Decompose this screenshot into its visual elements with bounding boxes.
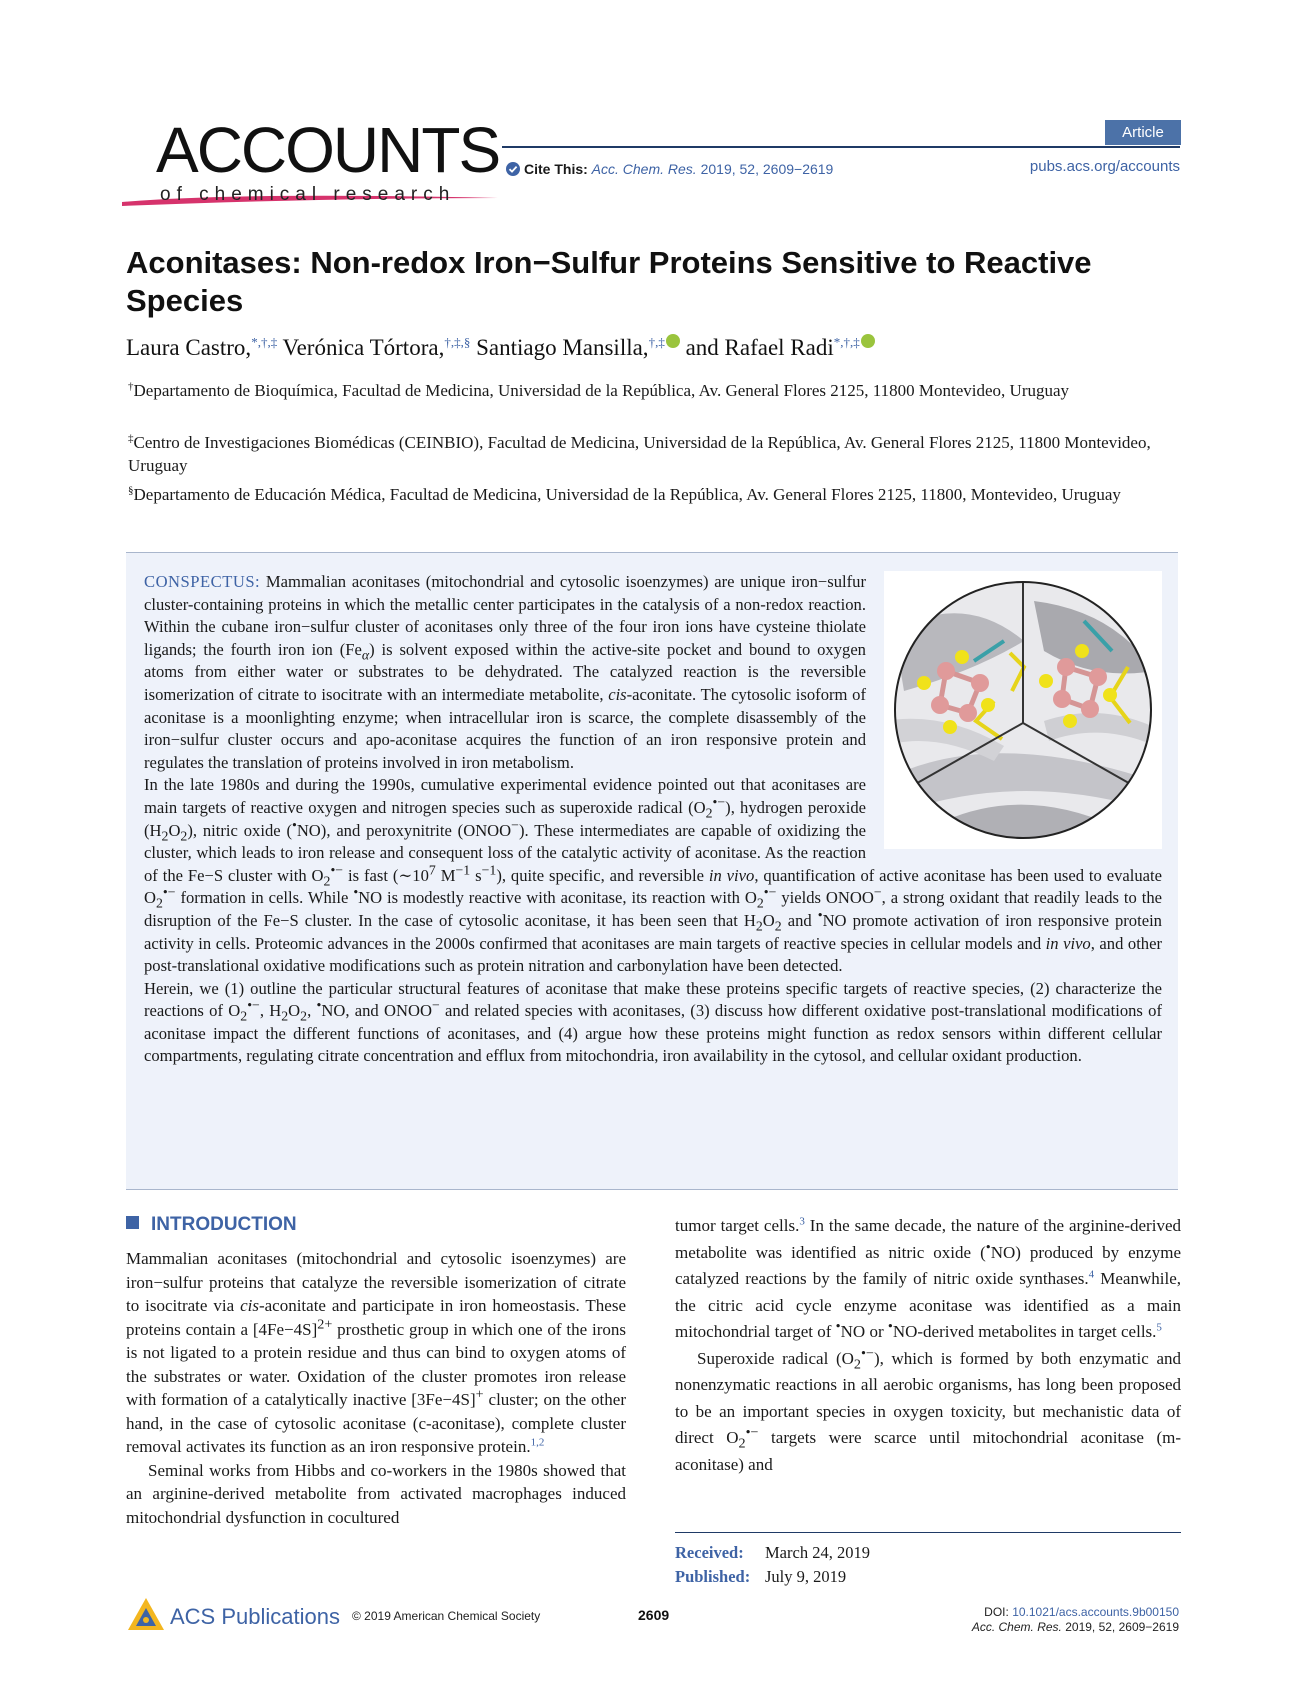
- conspectus-paragraph-2: In the late 1980s and during the 1990s, cumulative experimental evidence pointed out that aconitases are main targets of reactive oxygen and nitrogen species such as superoxide radical $(O_2^{•-})$, hydrogen peroxide $(H_2O_2)$, nitric oxide (•NO), and peroxynitrite (ONOO−). These intermediates are capable of oxidizing the cluster, which leads to iron release and consequent loss of the catalytic activity of aconitase. As the reaction of the Fe−S cluster with $O_2^{•-}$ is fast ($\sim 10^7$ $M^{-1}$ $s^{-1}$), quite specific, and reversible in vivo, quantification of active aconitase has been used to evaluate $O_2^{•-}$ formation in cells. While •NO is modestly reactive with aconitase, its reaction with $O_2^{•-}$ yields ONOO−, a strong oxidant that readily leads to the disruption of the Fe−S cluster. In the case of cytosolic aconitase, it has been seen that $H_2O_2$ and •NO promote activation of iron responsive protein activity in cells. Proteomic advances in the 2000s confirmed that aconitases are main targets of reactive species in cellular models and in vivo, and other post-translational oxidative modifications such as protein nitration and carbonylation have been detected.: [144, 775, 1163, 976]
- text-run: targets were scarce until mitochondrial aconitase (m-aconitase) and: [675, 1428, 1181, 1474]
- text-run: ,: [307, 1001, 317, 1021]
- text-run: NO-derived metabolites in target cells.: [892, 1322, 1157, 1341]
- text-run: −: [511, 817, 519, 832]
- text-run: 2: [281, 1008, 289, 1024]
- affiliation-text: Centro de Investigaciones Biomédicas (CEINBIO), Facultad de Medicina, Universidad de la República, Av. General Flores 2125, 11800 Montevideo, Uruguay: [128, 433, 1151, 475]
- text-run: ), nitric oxide (: [187, 820, 292, 840]
- journal-logo: [120, 114, 500, 210]
- doi-label: DOI:: [984, 1605, 1009, 1619]
- text-run: NO, and ONOO: [321, 1001, 432, 1021]
- copyright-notice: © 2019 American Chemical Society: [352, 1609, 541, 1623]
- affiliation-mark: †: [128, 380, 134, 393]
- text-run: cluster; on the other hand, in the case of cytosolic aconitase (c-aconitase), complete cluster removal activates its function as an iron responsive protein.: [126, 1390, 626, 1456]
- affiliation-mark: §: [128, 484, 134, 497]
- section-square-icon: [126, 1216, 139, 1229]
- published-label: Published:: [675, 1567, 751, 1586]
- journal-subtitle: of chemical research: [160, 184, 456, 205]
- text-run: Mammalian aconitases (mitochondrial and cytosolic isoenzymes) are iron−sulfur proteins that catalyze the reversible isomerization of citrate to isocitrate via: [126, 1249, 626, 1315]
- received-date: March 24, 2019: [765, 1543, 870, 1562]
- text-run: •−: [763, 884, 777, 900]
- cite-this-line[interactable]: [506, 161, 833, 177]
- affiliation-text: Departamento de Educación Médica, Facultad de Medicina, Universidad de la República, Av. General Flores 2125, 11800, Montevideo, Uruguay: [133, 485, 1121, 504]
- cite-journal[interactable]: Acc. Chem. Res.: [591, 161, 697, 177]
- intro-paragraph-1: [126, 1247, 626, 1459]
- text-run: cis: [240, 1296, 259, 1315]
- text-run: NO is modestly reactive with aconitase, its reaction with O: [358, 888, 757, 908]
- text-run: 2: [738, 1435, 746, 1452]
- conspectus-text: [144, 571, 1162, 1068]
- text-run: •−: [712, 794, 726, 810]
- text-run: and related species with aconitases, (3) discuss how different oxidative post-translational modifications of aconitase impact the different functions of aconitases, and (4) argue how these proteins might function as redox sensors within different cellular compartments, regulating citrate concentration and efflux from mitochondria, iron availability in the cytosol, and cellular oxidant production.: [144, 1001, 1162, 1066]
- publisher-name[interactable]: ACS Publications: [170, 1604, 340, 1629]
- text-run: −: [873, 884, 882, 900]
- intro-paragraph-3: [675, 1346, 1181, 1479]
- text-run: •: [316, 997, 322, 1013]
- citation-journal: Acc. Chem. Res.: [971, 1620, 1062, 1634]
- intro-paragraph-2-continued: [675, 1213, 1181, 1346]
- text-run: +: [475, 1386, 484, 1403]
- text-run: Superoxide radical (O: [697, 1348, 854, 1368]
- journal-url-link[interactable]: pubs.acs.org/accounts: [1029, 158, 1180, 175]
- text-run: in vivo: [1045, 933, 1091, 953]
- text-run: 2: [240, 1008, 248, 1024]
- text-run: NO promote activation of iron responsive protein activity in cells. Proteomic advances in the 2000s confirmed that aconitases are main targets of reactive species in cellular models and: [144, 910, 1162, 953]
- text-run: 2: [755, 918, 763, 934]
- text-run: ) is solvent exposed within the active-site pocket and bound to oxygen atoms from either water or substrates to be dehydrated. The catalyzed reaction is the reversible isomerization of citrate to isocitrate with an intermediate metabolite,: [144, 639, 866, 704]
- text-run: In the same decade, the nature of the arginine-derived metabolite was identified as nitric oxide (: [675, 1216, 1181, 1262]
- text-run: Herein, we (1) outline the particular structural features of aconitase that make these proteins specific targets of reactive species, (2) characterize the reactions of O: [144, 978, 1162, 1021]
- intro-paragraph-2: Seminal works from Hibbs and co-workers in the 1980s showed that an arginine-derived metabolite from activated macrophages induced mitochondrial dysfunction in cocultured: [126, 1460, 626, 1527]
- article-dates: [675, 1532, 1181, 1589]
- text-run: yields ONOO: [776, 888, 874, 908]
- body-right-column: [675, 1213, 1181, 1478]
- text-run: cis: [608, 684, 627, 704]
- cite-details[interactable]: 2019, 52, 2609−2619: [700, 161, 834, 177]
- text-run: , a strong oxidant that readily leads to the disruption of the Fe−S cluster. In the case of cytosolic aconitase, it has been seen that H: [144, 888, 1163, 930]
- text-run: −: [431, 997, 440, 1013]
- text-run: NO) produced by enzyme catalyzed reactions by the family of nitric oxide synthases.: [675, 1242, 1181, 1288]
- text-run: tumor target cells.: [675, 1216, 800, 1235]
- text-run: , H: [259, 1001, 282, 1021]
- text-run: ), which is formed by both enzymatic and nonenzymatic reactions in all aerobic organisms, has long been proposed to be an important species in oxygen toxicity, but mechanistic data of direct O: [675, 1348, 1181, 1447]
- text-run: −1: [481, 862, 497, 878]
- text-run: -aconitate and participate in iron homeostasis. These proteins contain a [4Fe−4S]: [126, 1296, 626, 1339]
- doi-link[interactable]: 10.1021/acs.accounts.9b00150: [1012, 1605, 1179, 1619]
- author-list: [126, 334, 875, 361]
- text-run: 2: [180, 827, 188, 843]
- text-run: Mammalian aconitases (mitochondrial and cytosolic isoenzymes) are unique iron−sulfur cluster-containing proteins in which the metallic center participates in the catalysis of a non-redox reaction. Within the cubane iron−sulfur cluster of aconitases only three of the four iron ions have cysteine thiolate ligands; the fourth iron ion (Fe: [144, 572, 866, 659]
- text-run: 2: [756, 895, 764, 911]
- affiliation: [128, 431, 1180, 477]
- text-run: •−: [247, 997, 260, 1013]
- citation-details: 2019, 52, 2609−2619: [1065, 1620, 1179, 1634]
- received-label: Received:: [675, 1543, 744, 1562]
- text-run: 2: [853, 1355, 861, 1372]
- check-badge-icon: [506, 162, 520, 176]
- published-date-row: [675, 1565, 1181, 1589]
- section-heading-introduction: [126, 1213, 626, 1237]
- conspectus-label: CONSPECTUS:: [144, 572, 261, 591]
- reference-link[interactable]: 1,2: [530, 1436, 545, 1449]
- author-marks[interactable]: *,†,‡: [251, 334, 278, 350]
- text-run: , and other post-translational oxidative modifications such as protein nitration and carbonylation have been detected.: [144, 933, 1162, 976]
- text-run: −1: [455, 862, 471, 878]
- orcid-icon[interactable]: [666, 334, 680, 348]
- article-title: Aconitases: Non-redox Iron−Sulfur Proteins Sensitive to Reactive Species: [126, 245, 1092, 318]
- article-type-badge: Article: [1105, 120, 1181, 145]
- header-rule: [502, 146, 1180, 148]
- text-run: •−: [330, 862, 344, 878]
- conspectus-box: [126, 552, 1178, 1190]
- text-run: •−: [745, 1424, 759, 1441]
- text-run: in vivo: [708, 865, 755, 885]
- text-run: •: [985, 1238, 991, 1255]
- doi-citation: [972, 1605, 1179, 1635]
- heading-text: INTRODUCTION: [151, 1214, 297, 1235]
- text-run: 2: [161, 827, 169, 843]
- text-run: formation in cells. While: [175, 888, 354, 908]
- affiliation: [128, 483, 1180, 506]
- author-name[interactable]: and Rafael Radi: [685, 335, 834, 360]
- text-run: •: [817, 907, 823, 923]
- affiliation-text: Departamento de Bioquímica, Facultad de Medicina, Universidad de la República, Av. General Flores 2125, 11800 Montevideo, Uruguay: [133, 381, 1070, 400]
- author-marks[interactable]: †,‡,§: [444, 334, 471, 350]
- published-date: July 9, 2019: [765, 1567, 847, 1586]
- text-run: ), hydrogen peroxide (H: [144, 797, 866, 840]
- text-run: M: [435, 865, 456, 885]
- toc-graphic-iron-sulfur-cluster[interactable]: [884, 571, 1162, 849]
- conspectus-paragraph-3: Herein, we (1) outline the particular structural features of aconitase that make these proteins specific targets of reactive species, (2) characterize the reactions of $O_2^{•-}$, $H_2O_2$, •NO, and ONOO− and related species with aconitases, (3) discuss how different oxidative post-translational modifications of aconitase impact the different functions of aconitases, and (4) argue how these proteins might function as redox sensors within different cellular compartments, regulating citrate concentration and efflux from mitochondria, iron availability in the cytosol, and cellular oxidant production.: [144, 978, 1162, 1066]
- text-run: 7: [428, 862, 436, 878]
- text-run: and: [781, 910, 818, 930]
- affiliation: [128, 379, 1180, 402]
- cite-label: Cite This:: [524, 161, 588, 177]
- author-name[interactable]: Santiago Mansilla,: [476, 335, 649, 360]
- received-date-row: [675, 1541, 1181, 1565]
- text-run: 2: [155, 895, 163, 911]
- text-run: is fast (∼10: [343, 865, 429, 885]
- author-marks[interactable]: *,†,‡: [833, 334, 860, 350]
- page-number: 2609: [638, 1607, 670, 1623]
- text-run: , quantification of active aconitase has been used to evaluate O: [144, 865, 1163, 908]
- text-run: prosthetic group in which one of the irons is not ligated to a protein residue and thus can bind to oxygen atoms of the substrates or water. Oxidation of the cluster promotes iron release with formation of a catalytically inactive [3Fe−4S]: [126, 1319, 626, 1409]
- text-run: •: [353, 884, 359, 900]
- text-run: •: [887, 1318, 893, 1335]
- text-run: -aconitate. The cytosolic isoform of aconitase is a moonlighting enzyme; when intracellular iron is scarce, the complete disassembly of the iron−sulfur cluster occurs and apo-aconitase acquires the function of an iron responsive protein and regulates the translation of proteins involved in iron metabolism.: [144, 684, 866, 772]
- text-run: •: [291, 817, 297, 832]
- text-run: NO), and peroxynitrite (ONOO: [296, 820, 512, 840]
- text-run: ). These intermediates are capable of oxidizing the cluster, which leads to iron release and consequent loss of the catalytic activity of aconitase. As the reaction of the Fe−S cluster with O: [144, 820, 866, 885]
- orcid-icon[interactable]: [861, 334, 875, 348]
- text-run: •: [835, 1318, 841, 1335]
- affiliation-mark: ‡: [128, 432, 134, 445]
- text-run: 2+: [317, 1315, 333, 1332]
- reference-link[interactable]: 5: [1156, 1321, 1162, 1334]
- author-name[interactable]: Verónica Tórtora,: [282, 335, 445, 360]
- text-run: Meanwhile, the citric acid cycle enzyme aconitase was identified as a main mitochondrial target of: [675, 1269, 1181, 1341]
- text-run: α: [361, 647, 370, 663]
- text-run: s: [470, 865, 482, 885]
- reference-link[interactable]: 4: [1088, 1268, 1095, 1281]
- text-run: 2: [300, 1008, 308, 1024]
- author-marks[interactable]: †,‡: [648, 334, 665, 350]
- body-left-column: [126, 1213, 626, 1529]
- text-run: 2: [774, 918, 782, 934]
- author-name[interactable]: Laura Castro,: [126, 335, 252, 360]
- text-run: •−: [861, 1344, 874, 1361]
- text-run: In the late 1980s and during the 1990s, cumulative experimental evidence pointed out that aconitases are main targets of reactive oxygen and nitrogen species such as superoxide radical (O: [144, 775, 866, 817]
- journal-name: ACCOUNTS: [156, 114, 500, 186]
- text-run: NO or: [840, 1322, 888, 1341]
- text-run: 2: [323, 873, 331, 889]
- text-run: ), quite specific, and reversible: [496, 865, 709, 885]
- text-run: •−: [162, 884, 176, 900]
- reference-link[interactable]: 3: [799, 1215, 805, 1228]
- text-run: 2: [705, 805, 713, 821]
- acs-logo-icon[interactable]: [126, 1596, 166, 1636]
